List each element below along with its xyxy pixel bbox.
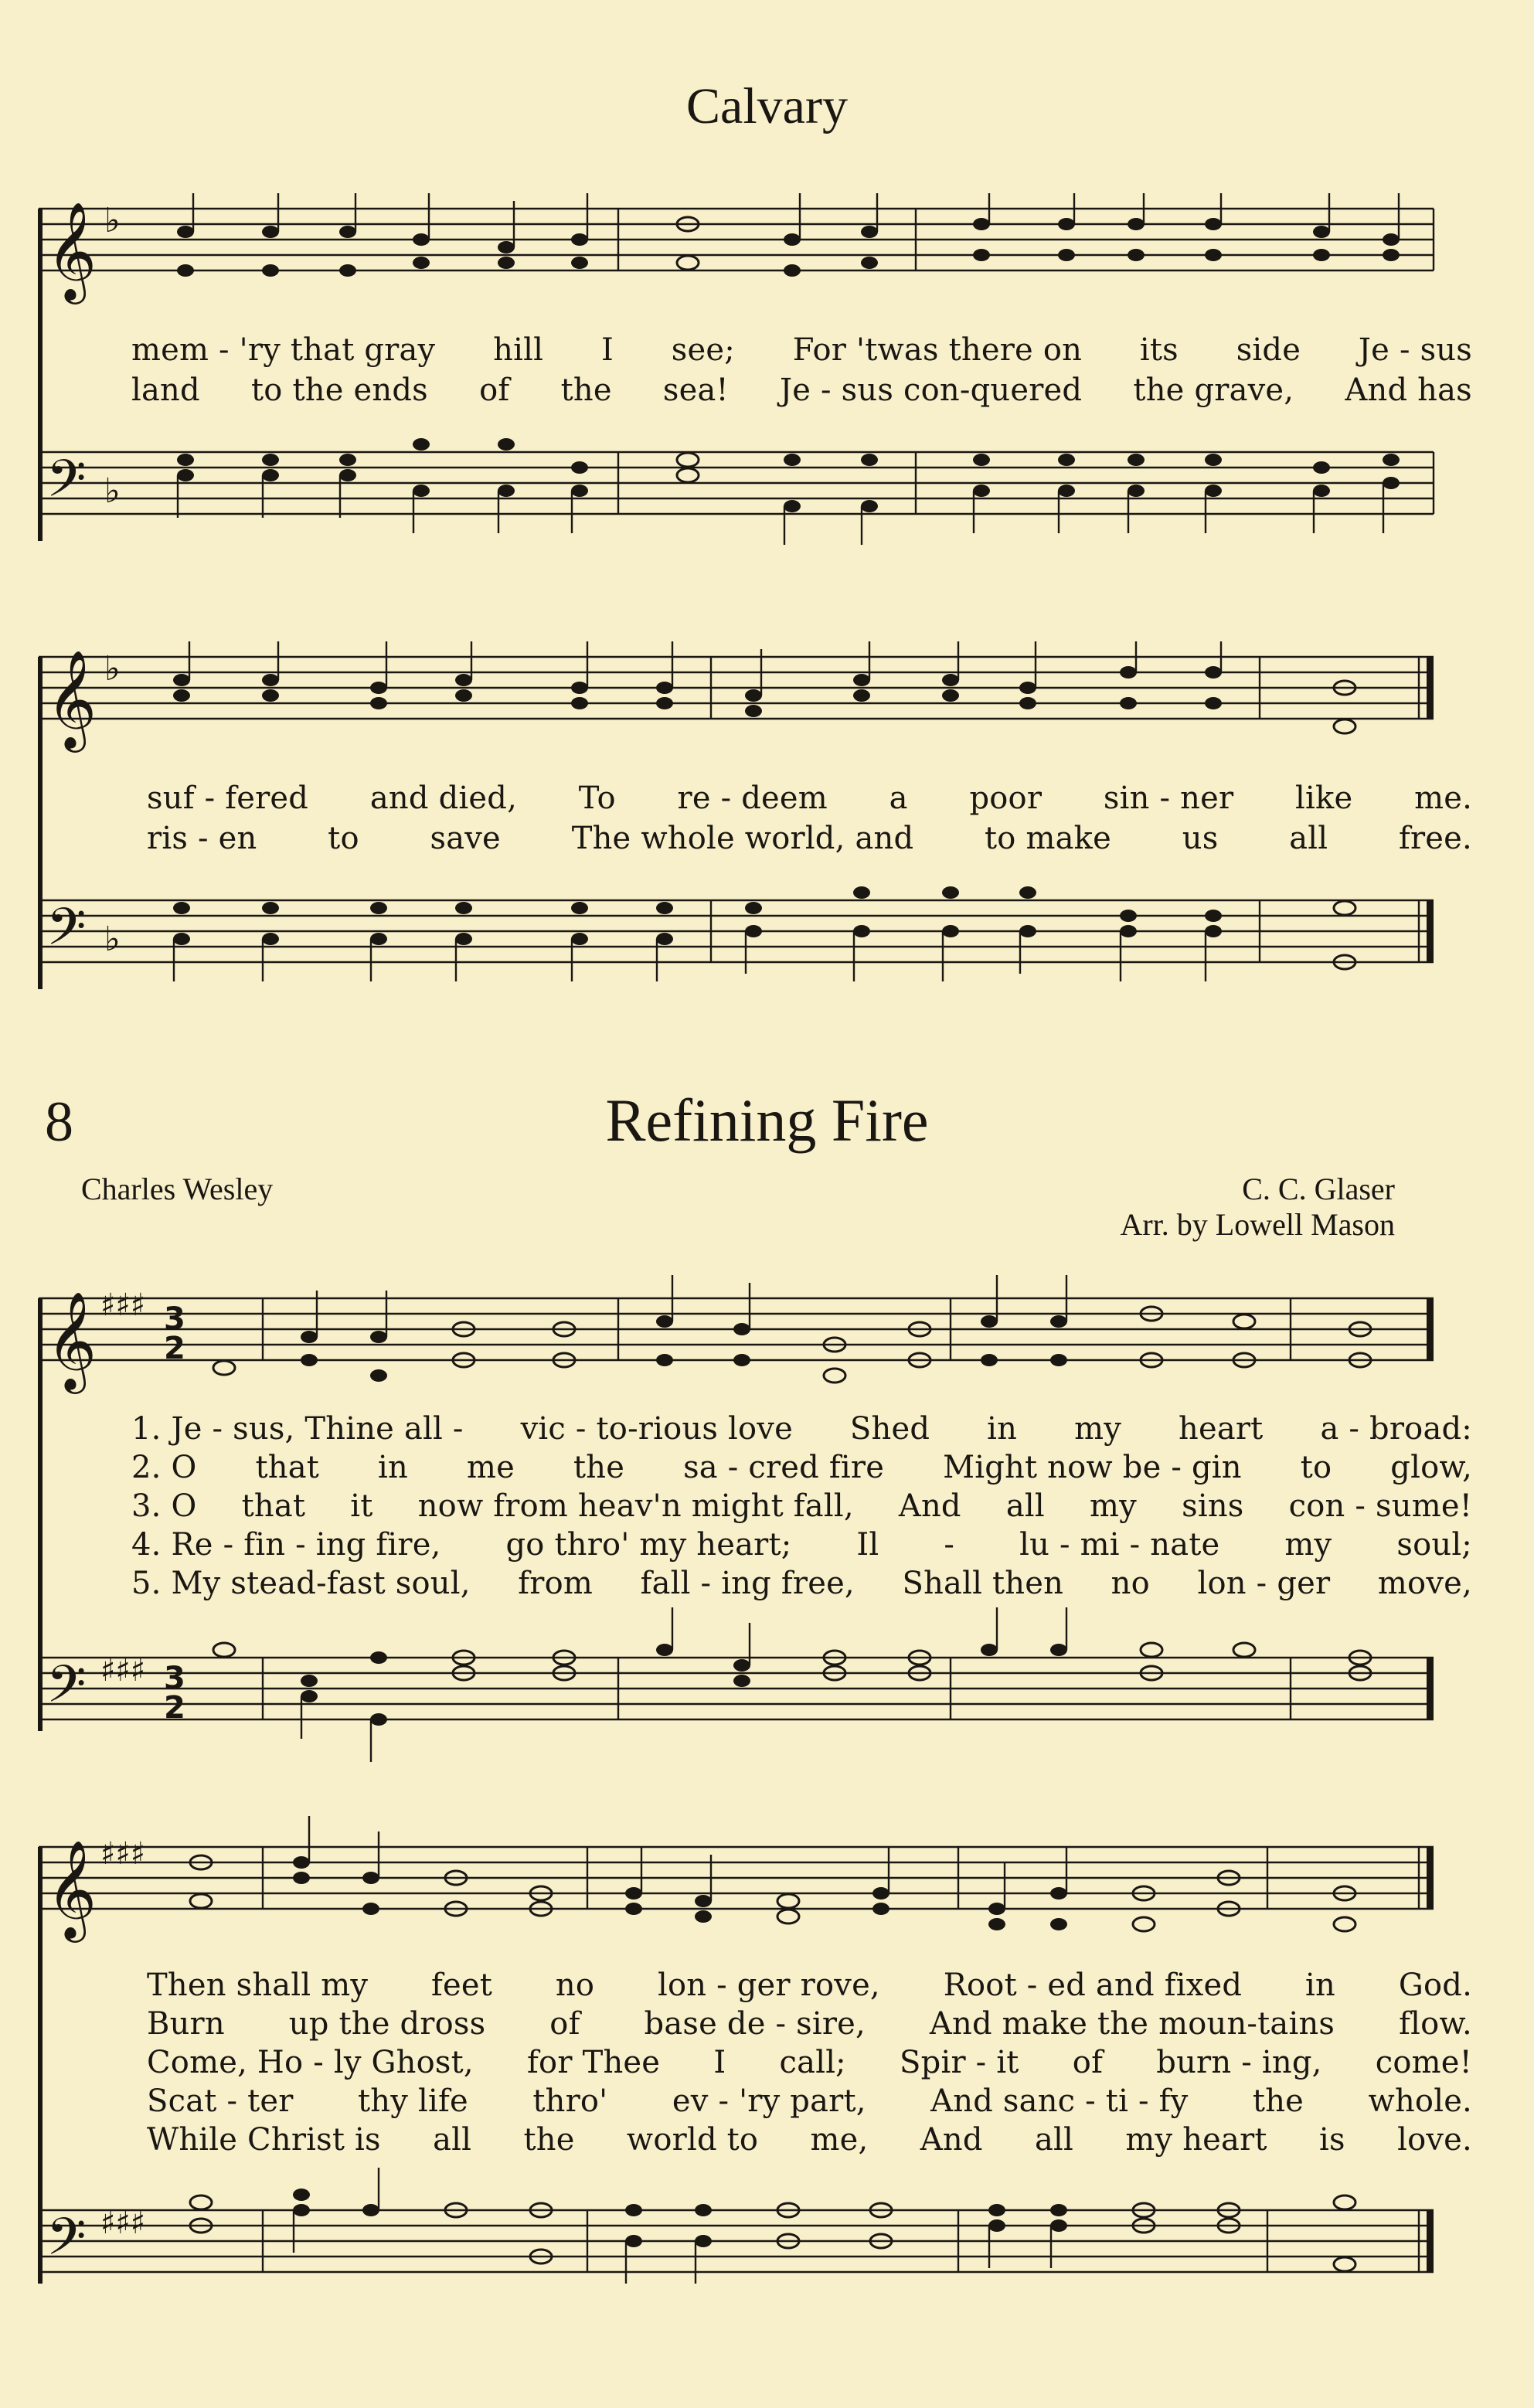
calvary-s1-verse-2: land to the ends of the sea! Je - sus con-quered the grave, And has [131, 372, 1472, 408]
calvary-s2-verse-2: ris - en to save The whole world, and to make us all free. [147, 821, 1472, 856]
bass-staff [39, 900, 1434, 962]
refining-fire-s2-verse-3: Come, Ho - ly Ghost, for Thee I call; Spir - it of burn - ing, come! [147, 2045, 1472, 2080]
treble-clef-icon: 𝄞 [46, 1839, 97, 1938]
treble-clef-icon: 𝄞 [46, 649, 97, 748]
hymn-number: 8 [45, 1090, 73, 1154]
final-barline [1427, 657, 1434, 719]
time-signature: 3 [164, 1661, 185, 1696]
final-barline [1427, 900, 1434, 962]
refining-fire-s1-verse-3: 3. O that it now from heav'n might fall, And all my sins con - sume! [131, 1488, 1472, 1524]
flat-icon: ♭ [104, 920, 121, 959]
flat-icon: ♭ [104, 201, 121, 240]
refining-fire-s1-verse-4: 4. Re - fin - ing fire, go thro' my heart; Il - lu - mi - nate my soul; [131, 1527, 1472, 1563]
arranger-credit: Arr. by Lowell Mason [1120, 1207, 1395, 1242]
author-credit: Charles Wesley [81, 1172, 274, 1206]
refining-fire-s2-verse-1: Then shall my feet no lon - ger rove, Root - ed and fixed in God. [147, 1968, 1472, 2003]
bass-clef-icon: 𝄢 [46, 897, 87, 969]
notes [177, 193, 1400, 545]
treble-clef-icon: 𝄞 [46, 1291, 97, 1389]
sharp-icon: ♯♯♯ [100, 1836, 146, 1872]
refining-fire-s1-verse-2: 2. O that in me the sa - cred fire Might now be - gin to glow, [131, 1450, 1472, 1485]
time-signature: 3 [164, 1301, 185, 1337]
final-barline [1427, 1658, 1434, 1719]
hymn-title-calvary: Calvary [686, 78, 848, 134]
sharp-icon: ♯♯♯ [100, 2206, 146, 2241]
refining-fire-s1-verse-5: 5. My stead-fast soul, from fall - ing free, Shall then no lon - ger move, [131, 1566, 1472, 1601]
refining-fire-s2-verse-4: Scat - ter thy life thro' ev - 'ry part, And sanc - ti - fy the whole. [147, 2083, 1472, 2119]
bass-clef-icon: 𝄢 [46, 2207, 87, 2279]
refining-fire-s2-verse-2: Burn up the dross of base de - sire, And make the moun-tains flow. [147, 2006, 1472, 2042]
refining-fire-s2-verse-5: While Christ is all the world to me, And all my heart is love. [147, 2122, 1472, 2158]
calvary-s1-verse-1: mem - 'ry that gray hill I see; For 'twas there on its side Je - sus [131, 332, 1472, 368]
bass-staff [39, 452, 1434, 514]
composer-credit: C. C. Glaser [1242, 1172, 1395, 1206]
sharp-icon: ♯♯♯ [100, 1653, 146, 1689]
treble-staff [39, 209, 1434, 270]
time-signature: 2 [164, 1331, 185, 1366]
final-barline [1427, 1298, 1434, 1360]
treble-staff [39, 1847, 1434, 1909]
bass-clef-icon: 𝄢 [46, 1655, 87, 1726]
time-signature: 2 [164, 1690, 185, 1726]
flat-icon: ♭ [104, 471, 121, 511]
final-barline [1427, 2210, 1434, 2272]
calvary-s2-verse-1: suf - fered and died, To re - deem a poor sin - ner like me. [147, 781, 1472, 816]
treble-staff [39, 657, 1434, 719]
flat-icon: ♭ [104, 649, 121, 689]
treble-clef-icon: 𝄞 [46, 201, 97, 300]
hymn-title-refining-fire: Refining Fire [605, 1087, 929, 1154]
bass-clef-icon: 𝄢 [46, 449, 87, 521]
refining-fire-s1-verse-1: 1. Je - sus, Thine all - vic - to-rious love Shed in my heart a - broad: [131, 1411, 1472, 1447]
final-barline [1427, 1847, 1434, 1909]
sharp-icon: ♯♯♯ [100, 1287, 146, 1323]
